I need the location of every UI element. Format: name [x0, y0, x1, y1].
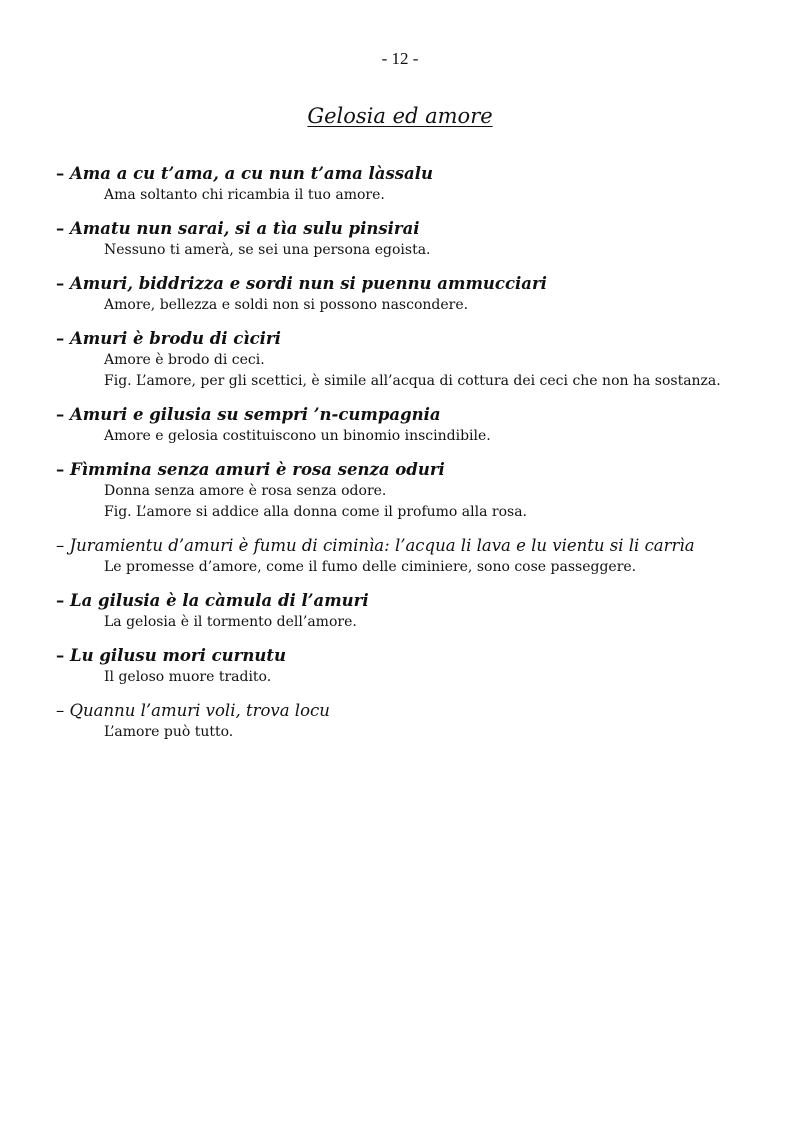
saying-text: La gilusia è la càmula di l’amuri: [70, 591, 369, 610]
proverb-explanation: Le promesse d’amore, come il fumo delle ciminiere, sono cose passeggere.: [104, 559, 637, 575]
proverb-figurative-explanation: Fig. L’amore si addice alla donna come il profumo alla rosa.: [104, 504, 528, 520]
dash: –: [56, 701, 65, 720]
proverb-saying: [56, 273, 766, 295]
proverb-explanation: Amore è brodo di ceci.: [104, 352, 265, 368]
proverb-explanation: Il geloso muore tradito.: [104, 669, 272, 685]
saying-text: Lu gilusu mori curnutu: [70, 646, 286, 665]
saying-text: Ama a cu t’ama, a cu nun t’ama làssalu: [70, 164, 434, 183]
proverb-saying: [56, 700, 766, 722]
proverb-explanation: Amore e gelosia costituiscono un binomio inscindibile.: [104, 428, 491, 444]
proverb-saying: [56, 459, 766, 481]
dash: –: [56, 274, 65, 293]
proverb-explanation: Amore, bellezza e soldi non si possono nascondere.: [104, 297, 469, 313]
dash: –: [56, 405, 65, 424]
proverb-item: [56, 404, 766, 447]
proverb-item: [56, 218, 766, 261]
proverb-saying: [56, 535, 766, 557]
proverb-figurative-explanation: Fig. L’amore, per gli scettici, è simile all’acqua di cottura dei ceci che non ha sostanza.: [104, 373, 721, 389]
proverb-explanation: Nessuno ti amerà, se sei una persona egoista.: [104, 242, 431, 258]
proverb-item: [56, 590, 766, 633]
proverb-saying: [56, 404, 766, 426]
saying-text: Fìmmina senza amuri è rosa senza oduri: [70, 460, 445, 479]
saying-text: Quannu l’amuri voli, trova locu: [69, 701, 330, 720]
dash: –: [56, 329, 65, 348]
proverb-explanation: Donna senza amore è rosa senza odore.: [104, 483, 387, 499]
proverb-saying: [56, 328, 766, 350]
page-title: Gelosia ed amore: [307, 104, 493, 128]
proverb-explanation: Ama soltanto chi ricambia il tuo amore.: [104, 187, 385, 203]
proverb-item: [56, 328, 766, 392]
proverb-item: [56, 163, 766, 206]
saying-text: Juramientu d’amuri è fumu di ciminìa: l’acqua li lava e lu vientu si li carrìa: [69, 536, 695, 555]
proverb-item: [56, 459, 766, 523]
proverb-saying: [56, 163, 766, 185]
proverb-saying: [56, 218, 766, 240]
proverb-item: [56, 645, 766, 688]
proverb-saying: [56, 590, 766, 612]
dash: –: [56, 536, 65, 555]
proverb-explanation: L’amore può tutto.: [104, 724, 234, 740]
dash: –: [56, 646, 65, 665]
saying-text: Amuri e gilusia su sempri ’n-cumpagnia: [70, 405, 441, 424]
proverb-explanation: La gelosia è il tormento dell’amore.: [104, 614, 357, 630]
saying-text: Amuri, biddrizza e sordi nun si puennu ammucciari: [70, 274, 547, 293]
dash: –: [56, 219, 65, 238]
proverb-item: [56, 273, 766, 316]
saying-text: Amatu nun sarai, si a tìa sulu pinsirai: [70, 219, 420, 238]
proverb-saying: [56, 645, 766, 667]
proverb-item: [56, 535, 766, 578]
dash: –: [56, 460, 65, 479]
dash: –: [56, 591, 65, 610]
proverb-list: [56, 163, 766, 755]
dash: –: [56, 164, 65, 183]
page-number: - 12 -: [381, 49, 419, 68]
saying-text: Amuri è brodu di cìciri: [70, 329, 281, 348]
proverb-item: [56, 700, 766, 743]
